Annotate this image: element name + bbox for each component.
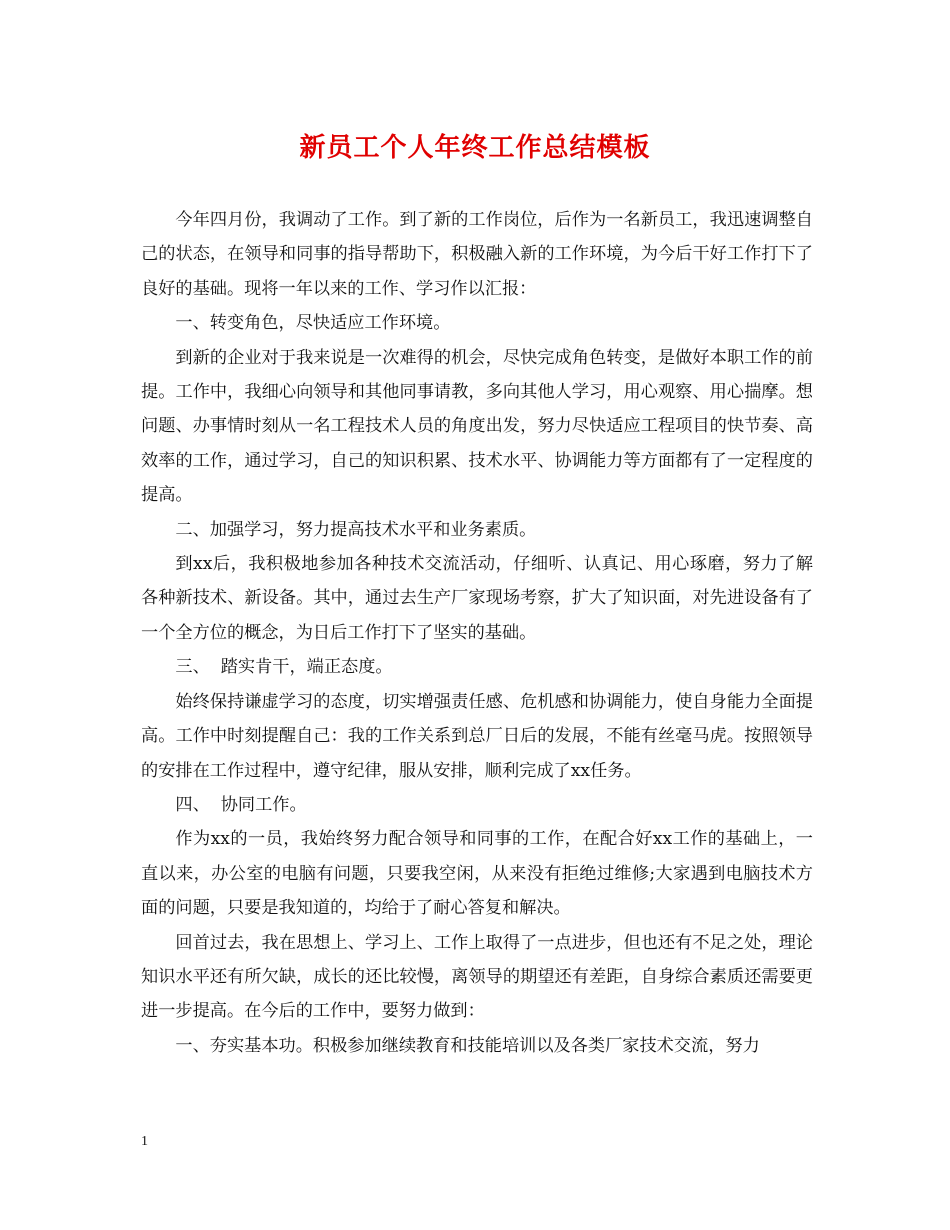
heading-section-3: 三、 踏实肯干，端正态度。	[175, 657, 393, 678]
paragraph-section-2: 到xx后，我积极地参加各种技术交流活动，仔细听、认真记、用心琢磨，努力了解各种新技术、新设备。其中，通过去生产厂家现场考察，扩大了知识面，对先进设备有了一个全方位的概念，为日后工作打下了坚实的基础。	[141, 554, 813, 643]
heading-section-2: 二、加强学习，努力提高技术水平和业务素质。	[175, 519, 537, 540]
paragraph-intro: 今年四月份，我调动了工作。到了新的工作岗位，后作为一名新员工，我迅速调整自己的状态，在领导和同事的指导帮助下，积极融入新的工作环境，为今后干好工作打下了良好的基础。现将一年以来的工作、学习作以汇报：	[141, 210, 813, 299]
paragraph-section-3: 始终保持谦虚学习的态度，切实增强责任感、危机感和协调能力，使自身能力全面提高。工作中时刻提醒自己：我的工作关系到总厂日后的发展，不能有丝毫马虎。按照领导的安排在工作过程中，遵守纪律，服从安排，顺利完成了xx任务。	[141, 691, 813, 781]
heading-section-1: 一、转变角色，尽快适应工作环境。	[175, 313, 451, 334]
paragraph-section-1: 到新的企业对于我来说是一次难得的机会，尽快完成角色转变，是做好本职工作的前提。工作中，我细心向领导和其他同事请教，多向其他人学习，用心观察、用心揣摩。想问题、办事情时刻从一名工程技术人员的角度出发，努力尽快适应工程项目的快节奏、高效率的工作，通过学习，自己的知识积累、技术水平、协调能力等方面都有了一定程度的提高。	[141, 347, 813, 506]
heading-section-4: 四、 协同工作。	[175, 794, 307, 815]
paragraph-plan-1: 一、夯实基本功。积极参加继续教育和技能培训以及各类厂家技术交流，努力	[175, 1035, 760, 1056]
page-number: 1	[141, 1134, 148, 1149]
paragraph-section-4: 作为xx的一员，我始终努力配合领导和同事的工作，在配合好xx工作的基础上，一直以来，办公室的电脑有问题，只要我空闲，从来没有拒绝过维修;大家遇到电脑技术方面的问题，只要是我知道的，均给于了耐心答复和解决。	[141, 829, 813, 919]
document-body	[141, 203, 813, 1063]
paragraph-review: 回首过去，我在思想上、学习上、工作上取得了一点进步，但也还有不足之处，理论知识水平还有所欠缺，成长的还比较慢，离领导的期望还有差距，自身综合素质还需要更进一步提高。在今后的工作中，要努力做到：	[141, 932, 813, 1022]
document-title: 新员工个人年终工作总结模板	[299, 133, 651, 163]
